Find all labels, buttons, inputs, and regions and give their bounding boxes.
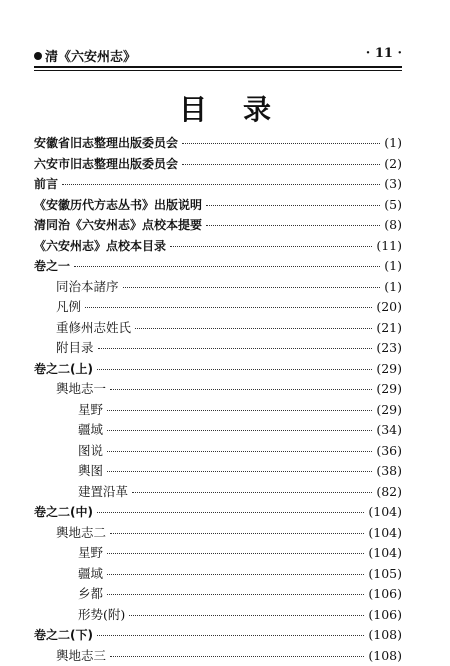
toc-leader-dots xyxy=(170,246,372,247)
toc-entry[interactable] xyxy=(34,379,402,400)
toc-leader-dots xyxy=(110,656,364,657)
toc-entry-label: 前言 xyxy=(34,174,58,195)
toc-leader-dots xyxy=(135,328,372,329)
toc-leader-dots xyxy=(206,205,380,206)
toc-entry-label: 图说 xyxy=(78,441,103,462)
toc-entry[interactable] xyxy=(34,420,402,441)
toc-entry[interactable] xyxy=(34,236,402,257)
toc-leader-dots xyxy=(98,348,373,349)
table-of-contents xyxy=(34,133,402,666)
toc-entry[interactable] xyxy=(34,195,402,216)
toc-entry[interactable] xyxy=(34,318,402,339)
toc-leader-dots xyxy=(107,553,364,554)
toc-leader-dots xyxy=(107,451,372,452)
toc-entry-page: (1) xyxy=(384,277,402,298)
toc-leader-dots xyxy=(85,307,372,308)
toc-entry-label: 輿地志一 xyxy=(56,379,106,400)
toc-entry-page: (1) xyxy=(384,133,402,154)
toc-entry-page: (29) xyxy=(376,400,402,421)
toc-entry[interactable] xyxy=(34,625,402,646)
toc-leader-dots xyxy=(123,287,381,288)
toc-entry[interactable] xyxy=(34,461,402,482)
toc-leader-dots xyxy=(206,225,380,226)
toc-entry[interactable] xyxy=(34,215,402,236)
toc-entry-label: 卷之二(中) xyxy=(34,502,93,523)
toc-entry-label: 卷之一 xyxy=(34,256,70,277)
running-header xyxy=(34,44,402,66)
toc-entry[interactable] xyxy=(34,543,402,564)
header-book-title xyxy=(34,46,136,65)
toc-entry-label: 附目录 xyxy=(56,338,94,359)
toc-entry-page: (23) xyxy=(376,338,402,359)
toc-entry-page: (106) xyxy=(368,605,402,626)
toc-entry-label: 《安徽历代方志丛书》出版说明 xyxy=(34,195,202,216)
toc-entry[interactable] xyxy=(34,133,402,154)
toc-entry-label: 形势(附) xyxy=(78,605,125,626)
toc-entry[interactable] xyxy=(34,338,402,359)
toc-entry-page: (104) xyxy=(368,502,402,523)
toc-entry-page: (108) xyxy=(368,625,402,646)
toc-entry[interactable] xyxy=(34,646,402,666)
toc-entry-label: 卷之二(下) xyxy=(34,625,93,646)
toc-entry-page: (21) xyxy=(376,318,402,339)
toc-leader-dots xyxy=(97,635,364,636)
toc-entry[interactable] xyxy=(34,154,402,175)
toc-entry-page: (104) xyxy=(368,523,402,544)
toc-entry-label: 凡例 xyxy=(56,297,81,318)
toc-entry-label: 輿地志三 xyxy=(56,646,106,666)
toc-entry-label: 疆域 xyxy=(78,564,103,585)
toc-entry-label: 安徽省旧志整理出版委员会 xyxy=(34,133,178,154)
toc-entry-label: 輿地志二 xyxy=(56,523,106,544)
toc-entry-page: (5) xyxy=(384,195,402,216)
toc-entry[interactable] xyxy=(34,400,402,421)
toc-entry-page: (29) xyxy=(376,379,402,400)
toc-entry[interactable] xyxy=(34,441,402,462)
header-rule-thick xyxy=(34,66,402,68)
toc-entry-label: 重修州志姓氏 xyxy=(56,318,131,339)
toc-entry-page: (104) xyxy=(368,543,402,564)
toc-entry-label: 同治本諸序 xyxy=(56,277,119,298)
toc-entry-label: 卷之二(上) xyxy=(34,359,93,380)
toc-leader-dots xyxy=(97,369,372,370)
toc-entry-page: (34) xyxy=(376,420,402,441)
toc-entry-page: (11) xyxy=(376,236,402,257)
toc-entry[interactable] xyxy=(34,584,402,605)
toc-entry-page: (2) xyxy=(384,154,402,175)
toc-entry-page: (20) xyxy=(376,297,402,318)
header-rule-thin xyxy=(34,70,402,71)
toc-entry-label: 乡都 xyxy=(78,584,103,605)
toc-entry-page: (105) xyxy=(368,564,402,585)
toc-leader-dots xyxy=(107,410,372,411)
toc-entry[interactable] xyxy=(34,277,402,298)
toc-entry[interactable] xyxy=(34,482,402,503)
toc-leader-dots xyxy=(74,266,380,267)
toc-entry-page: (38) xyxy=(376,461,402,482)
toc-entry[interactable] xyxy=(34,174,402,195)
toc-entry-label: 輿图 xyxy=(78,461,103,482)
toc-entry-label: 疆域 xyxy=(78,420,103,441)
toc-entry[interactable] xyxy=(34,564,402,585)
toc-leader-dots xyxy=(182,164,380,165)
toc-leader-dots xyxy=(107,594,364,595)
toc-entry-label: 星野 xyxy=(78,543,103,564)
toc-leader-dots xyxy=(132,492,372,493)
toc-entry-label: 建置沿革 xyxy=(78,482,128,503)
toc-leader-dots xyxy=(97,512,364,513)
toc-entry-page: (82) xyxy=(376,482,402,503)
toc-entry-page: (36) xyxy=(376,441,402,462)
toc-leader-dots xyxy=(182,143,380,144)
toc-entry[interactable] xyxy=(34,359,402,380)
header-page-number: · 11 · xyxy=(366,46,402,61)
book-title-text: 清《六安州志》 xyxy=(45,50,136,65)
toc-leader-dots xyxy=(62,184,380,185)
toc-entry-page: (106) xyxy=(368,584,402,605)
toc-leader-dots xyxy=(107,574,364,575)
page-title: 目录 xyxy=(0,88,450,128)
toc-leader-dots xyxy=(107,430,372,431)
toc-entry-page: (1) xyxy=(384,256,402,277)
toc-entry-page: (3) xyxy=(384,174,402,195)
toc-entry-label: 星野 xyxy=(78,400,103,421)
toc-leader-dots xyxy=(110,389,372,390)
toc-entry[interactable] xyxy=(34,605,402,626)
toc-entry-page: (29) xyxy=(376,359,402,380)
toc-entry-label: 六安市旧志整理出版委员会 xyxy=(34,154,178,175)
toc-entry[interactable] xyxy=(34,502,402,523)
toc-entry-label: 《六安州志》点校本目录 xyxy=(34,236,166,257)
toc-entry-page: (8) xyxy=(384,215,402,236)
toc-entry-page: (108) xyxy=(368,646,402,666)
toc-leader-dots xyxy=(110,533,364,534)
toc-leader-dots xyxy=(107,471,372,472)
toc-entry[interactable] xyxy=(34,256,402,277)
toc-entry[interactable] xyxy=(34,523,402,544)
bullet-icon xyxy=(34,52,42,60)
toc-entry[interactable] xyxy=(34,297,402,318)
toc-leader-dots xyxy=(129,615,364,616)
toc-entry-label: 清同治《六安州志》点校本提要 xyxy=(34,215,202,236)
